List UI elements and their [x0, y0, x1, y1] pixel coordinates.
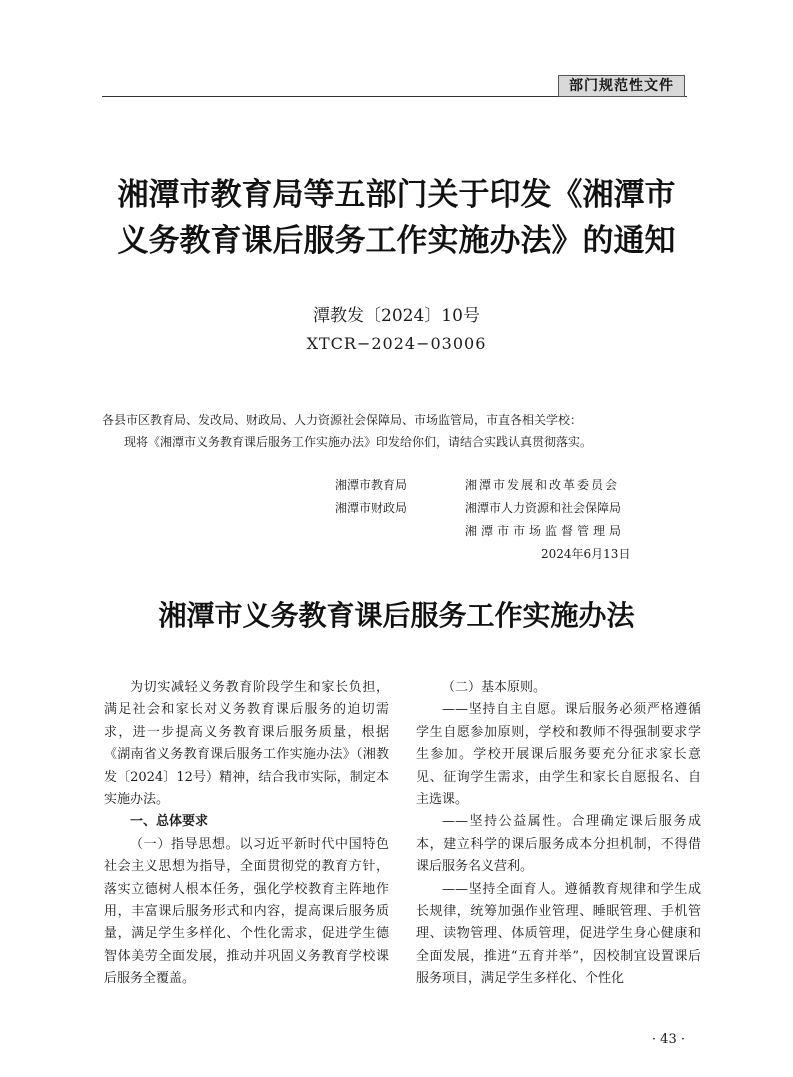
measures-title: 湘潭市义务教育课后服务工作实施办法: [158, 599, 635, 632]
document-number: 潭教发〔2024〕10号: [313, 306, 480, 326]
paragraph-voluntary: ——坚持自主自愿。课后服务必须严格遵循学生自愿参加原则，学校和教师不得强制要求学生参加。学校开展课后服务要充分征求家长意见、征询学生需求，由学生和家长自愿报名、自主选课。: [416, 702, 701, 808]
signatory-market-supervision: 湘潭市市场监督管理局: [465, 524, 626, 538]
left-column: [104, 677, 389, 991]
right-column: [416, 677, 701, 991]
signatory-education-bureau: 湘潭市教育局: [335, 478, 408, 492]
notice-body: 现将《湘潭市义务教育课后服务工作实施办法》印发给你们，请结合实践认真贯彻落实。: [124, 435, 593, 449]
paragraph-preamble: 为切实减轻义务教育阶段学生和家长负担，满足社会和家长对义务教育课后服务的迫切需求，进一步提高义务教育课后服务质量，根据《湖南省义务教育课后服务工作实施办法》（湘教发〔2024〕12号）精神，结合我市实际，制定本实施办法。: [104, 680, 389, 808]
document-code: XTCR−2024−03006: [306, 334, 487, 353]
paragraph-holistic: ——坚持全面育人。遵循教育规律和学生成长规律，统筹加强作业管理、睡眠管理、手机管理、读物管理、体质管理，促进学生身心健康和全面发展，推进“五育并举”，因校制宜设置课后服务项目，满足学生多样化、个性化: [416, 881, 701, 987]
paragraph-public-welfare: ——坚持公益属性。合理确定课后服务成本，建立科学的课后服务成本分担机制，不得借课后服务名义营利。: [416, 814, 701, 875]
section-badge: 部门规范性文件: [558, 75, 685, 97]
salutation: 各县市区教育局、发改局、财政局、人力资源社会保障局、市场监管局，市直各相关学校：: [102, 413, 583, 427]
paragraph-basic-principles: （二）基本原则。: [442, 680, 547, 695]
signatory-development-reform: 湘潭市发展和改革委员会: [465, 478, 620, 492]
notice-title: [0, 172, 793, 264]
signatory-human-resources: 湘潭市人力资源和社会保障局: [465, 501, 622, 515]
paragraph-guiding-ideology: （一）指导思想。以习近平新时代中国特色社会主义思想为指导，全面贯彻党的教育方针，落实立德树人根本任务，强化学校教育主阵地作用，丰富课后服务形式和内容，提高课后服务质量，满足学生多样化、个性化需求，促进学生德智体美劳全面发展，推动并巩固义务教育学校课后服务全覆盖。: [104, 836, 389, 987]
notice-title-line-2: 义务教育课后服务工作实施办法》的通知: [117, 223, 676, 259]
section-heading-general: 一、总体要求: [130, 814, 209, 830]
signatory-finance-bureau: 湘潭市财政局: [335, 501, 408, 515]
signature-date: 2024年6月13日: [541, 547, 631, 561]
notice-title-line-1: 湘潭市教育局等五部门关于印发《湘潭市: [117, 177, 676, 213]
page-number: · 43 ·: [651, 1032, 685, 1047]
